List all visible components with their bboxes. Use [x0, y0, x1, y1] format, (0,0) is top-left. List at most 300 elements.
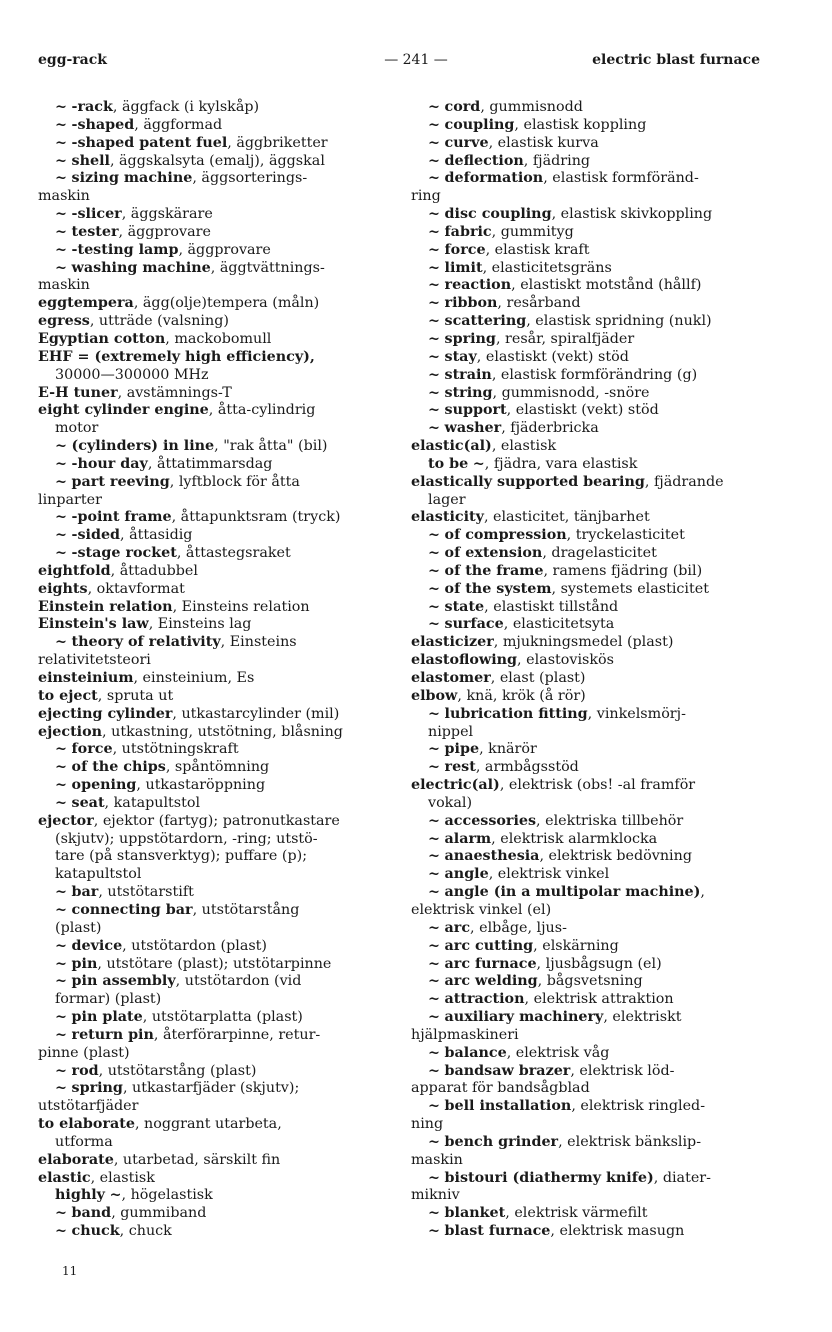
- entry-line: [38, 349, 398, 367]
- swung-dash-icon: ~: [55, 973, 67, 990]
- signature-mark: 11: [62, 1264, 78, 1278]
- entry-definition: , utstötarstång (plast): [98, 1062, 257, 1079]
- entry-line: [411, 1187, 763, 1205]
- entry-line: [411, 884, 763, 902]
- entry-line: [38, 1205, 398, 1223]
- entry-term: spring: [444, 330, 496, 347]
- entry-term: deformation: [444, 170, 544, 187]
- swung-dash-icon: ~: [428, 937, 440, 954]
- swung-dash-icon: ~: [428, 848, 440, 865]
- swung-dash-icon: ~: [55, 206, 67, 223]
- swung-dash-icon: ~: [428, 598, 440, 615]
- entry-line: [411, 277, 763, 295]
- entry-definition: , spåntömning: [165, 759, 270, 776]
- page-number: — 241 —: [384, 52, 448, 68]
- entry-definition: apparat för bandsågblad: [411, 1080, 590, 1097]
- entry-term: bench grinder: [444, 1133, 559, 1150]
- entry-term: arc furnace: [444, 955, 537, 972]
- entry-term: chuck: [71, 1223, 120, 1240]
- entry-line: [38, 777, 398, 795]
- entry-line: [38, 831, 398, 849]
- entry-term: elastically supported bearing: [411, 473, 645, 490]
- entry-line: [38, 1152, 398, 1170]
- entry-definition: , äggfack (i kylskåp): [112, 99, 260, 115]
- entry-definition: , äggprovare: [118, 223, 211, 240]
- entry-definition: , fjädring: [523, 152, 591, 169]
- entry-term: elaborate: [38, 1151, 114, 1168]
- entry-definition: , mjukningsmedel (plast): [493, 634, 674, 651]
- entry-definition: , Einsteins: [220, 634, 297, 651]
- entry-definition: , einsteinium, Es: [133, 670, 255, 686]
- entry-line: [411, 688, 763, 706]
- entry-line: [38, 420, 398, 438]
- entry-line: [38, 813, 398, 831]
- entry-definition: , chuck: [119, 1223, 172, 1240]
- entry-term: band: [71, 1205, 112, 1222]
- entry-line: [411, 920, 763, 938]
- swung-dash-icon: ~: [428, 223, 440, 240]
- swung-dash-icon: ~: [55, 1062, 67, 1079]
- entry-line: [411, 991, 763, 1009]
- entry-term: EHF = (extremely high efficiency),: [38, 348, 315, 365]
- entry-definition: maskin: [38, 188, 90, 205]
- entry-line: [38, 295, 398, 313]
- swung-dash-icon: ~: [428, 1133, 440, 1150]
- swung-dash-icon: ~: [428, 330, 440, 347]
- entry-definition: , utkastarcylinder (mil): [172, 705, 340, 722]
- swung-dash-icon: ~: [428, 116, 440, 133]
- entry-line: [38, 563, 398, 581]
- header-guide-word-right: electric blast furnace: [592, 52, 760, 68]
- entry-line: [411, 724, 763, 742]
- entry-line: [411, 545, 763, 563]
- entry-term: (cylinders) in line: [71, 438, 215, 455]
- entry-term: highly: [55, 1187, 105, 1204]
- entry-definition: relativitetsteori: [38, 652, 151, 669]
- entry-line: [38, 206, 398, 224]
- entry-term: -sided: [71, 527, 121, 544]
- entry-line: [411, 813, 763, 831]
- entry-term: opening: [71, 777, 137, 794]
- entry-line: [38, 402, 398, 420]
- entry-line: [411, 1116, 763, 1134]
- entry-line: [38, 170, 398, 188]
- entry-definition: , elektrisk löd-: [570, 1062, 675, 1079]
- entry-term: to eject: [38, 687, 98, 704]
- entry-line: [411, 599, 763, 617]
- entry-line: [38, 1045, 398, 1063]
- entry-definition: , åttastegsraket: [176, 545, 291, 562]
- swung-dash-icon: ~: [55, 134, 67, 151]
- entry-definition: , katapultstol: [104, 794, 201, 811]
- dictionary-column-left: [38, 99, 398, 1241]
- entry-definition: , elast (plast): [490, 670, 586, 686]
- entry-line: [411, 1170, 763, 1188]
- entry-definition: , utstötardon (vid: [175, 973, 302, 990]
- entry-definition: , elektrisk vinkel: [488, 866, 610, 883]
- entry-definition: utforma: [55, 1133, 113, 1150]
- entry-definition: , åttadubbel: [110, 562, 198, 579]
- entry-line: [411, 759, 763, 777]
- entry-definition: , elasticitetsyta: [503, 616, 615, 633]
- entry-line: [38, 1009, 398, 1027]
- entry-line: [411, 135, 763, 153]
- entry-line: [38, 1223, 398, 1241]
- entry-definition: , spruta ut: [97, 687, 174, 704]
- entry-term: eggtempera: [38, 295, 134, 312]
- entry-definition: tare (på stansverktyg); puffare (p);: [55, 848, 308, 865]
- entry-definition: , ägg(olje)tempera (måln): [133, 295, 320, 312]
- entry-term: theory of relativity: [71, 634, 221, 651]
- swung-dash-icon: ~: [55, 99, 67, 115]
- entry-line: [411, 670, 763, 688]
- swung-dash-icon: ~: [428, 277, 440, 294]
- entry-definition: , tryckelasticitet: [566, 527, 685, 544]
- entry-term: connecting bar: [71, 901, 193, 918]
- swung-dash-icon: ~: [55, 223, 67, 240]
- entry-definition: , elskärning: [533, 937, 619, 954]
- entry-term: elasticizer: [411, 634, 494, 651]
- entry-term: rod: [71, 1062, 99, 1079]
- entry-definition: , återförarpinne, retur-: [153, 1026, 321, 1043]
- swung-dash-icon: ~: [55, 241, 67, 258]
- entry-line: [411, 741, 763, 759]
- swung-dash-icon: ~: [428, 295, 440, 312]
- entry-definition: 30000—300000 MHz: [55, 366, 209, 383]
- entry-term: return pin: [71, 1026, 154, 1043]
- swung-dash-icon: ~: [428, 705, 440, 722]
- entry-line: [38, 724, 398, 742]
- entry-line: [411, 938, 763, 956]
- entry-definition: lager: [428, 491, 466, 508]
- swung-dash-icon: ~: [55, 1026, 67, 1043]
- entry-line: [411, 242, 763, 260]
- entry-definition: , elastiskt (vekt) stöd: [476, 348, 629, 365]
- swung-dash-icon: ~: [428, 313, 440, 330]
- swung-dash-icon: ~: [428, 420, 440, 437]
- swung-dash-icon: ~: [472, 455, 485, 472]
- swung-dash-icon: ~: [428, 1169, 440, 1186]
- entry-definition: , elastisk formförändring (g): [491, 366, 698, 383]
- entry-term: eight cylinder engine: [38, 402, 209, 419]
- entry-line: [38, 242, 398, 260]
- entry-definition: , armbågsstöd: [475, 759, 579, 776]
- entry-definition: , diater-: [653, 1169, 711, 1186]
- entry-line: [411, 652, 763, 670]
- entry-line: [38, 884, 398, 902]
- entry-line: [411, 153, 763, 171]
- entry-definition: ring: [411, 188, 441, 205]
- swung-dash-icon: ~: [55, 116, 67, 133]
- entry-line: [38, 991, 398, 1009]
- entry-term: part reeving: [71, 473, 170, 490]
- entry-line: [411, 616, 763, 634]
- entry-line: [38, 1170, 398, 1188]
- entry-term: lubrication fitting: [444, 705, 588, 722]
- entry-term: of the chips: [71, 759, 166, 776]
- entry-definition: , utstötarplatta (plast): [142, 1009, 303, 1026]
- swung-dash-icon: ~: [55, 259, 67, 276]
- entry-term: elastoflowing: [411, 652, 518, 669]
- entry-line: [411, 777, 763, 795]
- entry-term: coupling: [444, 116, 515, 133]
- entry-term: Einstein relation: [38, 598, 173, 615]
- entry-term: -hour day: [71, 455, 148, 472]
- entry-line: [411, 188, 763, 206]
- entry-line: [38, 1027, 398, 1045]
- entry-definition: vokal): [428, 794, 473, 811]
- entry-line: [38, 1080, 398, 1098]
- swung-dash-icon: ~: [428, 348, 440, 365]
- entry-term: surface: [444, 616, 504, 633]
- entry-definition: , Einsteins relation: [172, 598, 310, 615]
- swung-dash-icon: ~: [428, 884, 440, 901]
- swung-dash-icon: ~: [428, 1062, 440, 1079]
- entry-line: [411, 866, 763, 884]
- entry-term: limit: [444, 259, 483, 276]
- entry-term: seat: [71, 794, 105, 811]
- entry-definition: , elektrisk ringled-: [571, 1098, 706, 1115]
- entry-term: blanket: [444, 1205, 506, 1222]
- entry-line: [411, 206, 763, 224]
- entry-term: alarm: [444, 830, 492, 847]
- entry-definition: elektrisk vinkel (el): [411, 901, 552, 918]
- entry-term: Einstein's law: [38, 616, 149, 633]
- entry-line: [411, 795, 763, 813]
- entry-definition: motor: [55, 420, 99, 437]
- entry-term: string: [444, 384, 493, 401]
- header-guide-word-left: egg-rack: [38, 52, 107, 68]
- entry-line: [411, 563, 763, 581]
- swung-dash-icon: ~: [428, 1098, 440, 1115]
- entry-term: force: [444, 241, 486, 258]
- entry-definition: , elektrisk masugn: [550, 1223, 685, 1240]
- swung-dash-icon: ~: [55, 777, 67, 794]
- entry-definition: maskin: [38, 277, 90, 294]
- swung-dash-icon: ~: [428, 170, 440, 187]
- entry-term: eights: [38, 580, 88, 597]
- swung-dash-icon: ~: [55, 455, 67, 472]
- entry-term: of the frame: [444, 562, 544, 579]
- entry-line: [38, 509, 398, 527]
- entry-definition: , ejektor (fartyg); patronutkastare: [93, 812, 340, 829]
- swung-dash-icon: ~: [55, 152, 67, 169]
- entry-term: pin plate: [71, 1009, 143, 1026]
- swung-dash-icon: ~: [428, 402, 440, 419]
- swung-dash-icon: ~: [428, 241, 440, 258]
- swung-dash-icon: ~: [428, 1223, 440, 1240]
- entry-definition: , elastiskt tillstånd: [484, 598, 619, 615]
- entry-line: [411, 831, 763, 849]
- entry-definition: , lyftblock för åtta: [169, 473, 300, 490]
- swung-dash-icon: ~: [428, 955, 440, 972]
- entry-line: [38, 135, 398, 153]
- entry-definition: , elasticitet, tänjbarhet: [483, 509, 650, 526]
- entry-term: ejecting cylinder: [38, 705, 173, 722]
- entry-definition: , utträde (valsning): [89, 313, 229, 330]
- entry-definition: (skjutv); uppstötardorn, -ring; utstö-: [55, 830, 318, 847]
- entry-definition: , resår, spiralfjäder: [495, 330, 635, 347]
- swung-dash-icon: ~: [55, 794, 67, 811]
- entry-line: [38, 153, 398, 171]
- entry-line: [38, 1187, 398, 1205]
- entry-line: [411, 1098, 763, 1116]
- entry-line: [411, 456, 763, 474]
- entry-term: washer: [444, 420, 502, 437]
- entry-definition: , elastisk kurva: [488, 134, 599, 151]
- entry-term: -shaped patent fuel: [71, 134, 228, 151]
- entry-definition: , elastoviskös: [517, 652, 614, 669]
- entry-definition: , dragelasticitet: [542, 545, 657, 562]
- entry-line: [411, 1152, 763, 1170]
- entry-definition: , elastiskt (vekt) stöd: [506, 402, 659, 419]
- entry-term: reaction: [444, 277, 512, 294]
- entry-term: device: [71, 937, 123, 954]
- entry-line: [38, 367, 398, 385]
- entry-line: [38, 456, 398, 474]
- swung-dash-icon: ~: [428, 134, 440, 151]
- entry-definition: , utstötarstång: [192, 901, 300, 918]
- entry-term: disc coupling: [444, 206, 552, 223]
- entry-term: elasticity: [411, 509, 484, 526]
- entry-definition: , "rak åtta" (bil): [214, 438, 328, 455]
- entry-definition: , elektrisk alarmklocka: [491, 830, 658, 847]
- entry-term: deflection: [444, 152, 524, 169]
- entry-line: [411, 1045, 763, 1063]
- swung-dash-icon: ~: [55, 955, 67, 972]
- entry-definition: , åttatimmarsdag: [147, 455, 273, 472]
- entry-definition: , utarbetad, särskilt fin: [113, 1151, 281, 1168]
- entry-term: scattering: [444, 313, 527, 330]
- entry-term: electric(al): [411, 777, 500, 794]
- entry-line: [38, 1134, 398, 1152]
- entry-term: -stage rocket: [71, 545, 177, 562]
- entry-definition: , elastisk: [90, 1169, 155, 1186]
- swung-dash-icon: ~: [428, 527, 440, 544]
- entry-definition: , resårband: [497, 295, 581, 312]
- entry-definition: , elastisk: [491, 438, 557, 455]
- entry-line: [411, 331, 763, 349]
- entry-term: egress: [38, 313, 90, 330]
- swung-dash-icon: ~: [428, 759, 440, 776]
- entry-line: [38, 1063, 398, 1081]
- entry-definition: , fjädrande: [644, 473, 724, 490]
- entry-term: to elaborate: [38, 1116, 135, 1133]
- swung-dash-icon: ~: [55, 1009, 67, 1026]
- swung-dash-icon: ~: [428, 1044, 440, 1061]
- entry-definition: , elastisk koppling: [514, 116, 647, 133]
- entry-definition: , åttapunktsram (tryck): [171, 509, 341, 526]
- entry-line: [411, 1009, 763, 1027]
- entry-definition: , elastiskt motstånd (hållf): [511, 277, 702, 294]
- swung-dash-icon: ~: [55, 1205, 67, 1222]
- entry-term: pin assembly: [71, 973, 176, 990]
- swung-dash-icon: ~: [428, 366, 440, 383]
- entry-definition: mikniv: [411, 1187, 460, 1204]
- entry-term: ejection: [38, 723, 103, 740]
- entry-term: washing machine: [71, 259, 211, 276]
- entry-line: [411, 902, 763, 920]
- entry-definition: , utkastarfjäder (skjutv);: [122, 1080, 300, 1097]
- swung-dash-icon: ~: [428, 741, 440, 758]
- entry-definition: pinne (plast): [38, 1044, 130, 1061]
- swung-dash-icon: ~: [428, 580, 440, 597]
- entry-line: [38, 706, 398, 724]
- entry-line: [411, 492, 763, 510]
- entry-definition: , elastisk formföränd-: [543, 170, 699, 187]
- entry-definition: , utkastning, utstötning, blåsning: [102, 723, 343, 740]
- entry-line: [411, 224, 763, 242]
- entry-line: [38, 385, 398, 403]
- entry-line: [411, 295, 763, 313]
- entry-term: -testing lamp: [71, 241, 179, 258]
- entry-line: [38, 920, 398, 938]
- entry-term: arc cutting: [444, 937, 534, 954]
- entry-definition: , mackobomull: [165, 330, 272, 347]
- entry-term: E-H tuner: [38, 384, 118, 401]
- entry-term: arc welding: [444, 973, 538, 990]
- entry-line: [411, 848, 763, 866]
- entry-line: [411, 420, 763, 438]
- entry-definition: , systemets elasticitet: [551, 580, 709, 597]
- entry-definition: , åttasidig: [120, 527, 193, 544]
- entry-line: [38, 313, 398, 331]
- entry-line: [38, 1098, 398, 1116]
- entry-line: [38, 331, 398, 349]
- dictionary-column-right: [411, 99, 763, 1241]
- entry-term: bandsaw brazer: [444, 1062, 571, 1079]
- swung-dash-icon: ~: [428, 1009, 440, 1026]
- swung-dash-icon: ~: [55, 1080, 67, 1097]
- entry-definition: , gummisnodd, -snöre: [492, 384, 650, 401]
- entry-term: stay: [444, 348, 477, 365]
- entry-term: blast furnace: [444, 1223, 551, 1240]
- entry-term: to be: [428, 455, 469, 472]
- entry-term: of the system: [444, 580, 552, 597]
- entry-line: [38, 474, 398, 492]
- entry-line: [38, 99, 398, 117]
- entry-definition: , elektriskt: [603, 1009, 682, 1026]
- swung-dash-icon: ~: [55, 901, 67, 918]
- swung-dash-icon: ~: [428, 1205, 440, 1222]
- entry-definition: , utstötningskraft: [112, 741, 239, 758]
- entry-term: angle: [444, 866, 489, 883]
- swung-dash-icon: ~: [428, 991, 440, 1008]
- entry-definition: , fjäderbricka: [501, 420, 599, 437]
- entry-definition: formar) (plast): [55, 991, 162, 1008]
- entry-definition: linparter: [38, 491, 102, 508]
- swung-dash-icon: ~: [55, 741, 67, 758]
- entry-line: [38, 224, 398, 242]
- swung-dash-icon: ~: [55, 509, 67, 526]
- entry-definition: , gummityg: [491, 223, 574, 240]
- swung-dash-icon: ~: [55, 884, 67, 901]
- entry-term: of compression: [444, 527, 567, 544]
- entry-line: [411, 1134, 763, 1152]
- swung-dash-icon: ~: [428, 919, 440, 936]
- entry-line: [38, 973, 398, 991]
- entry-definition: , äggformad: [134, 116, 223, 133]
- entry-line: [411, 313, 763, 331]
- entry-term: tester: [71, 223, 119, 240]
- entry-line: [38, 652, 398, 670]
- entry-term: -point frame: [71, 509, 172, 526]
- entry-line: [411, 402, 763, 420]
- entry-line: [411, 1223, 763, 1241]
- entry-definition: , bågsvetsning: [537, 973, 643, 990]
- entry-line: [38, 902, 398, 920]
- swung-dash-icon: ~: [55, 759, 67, 776]
